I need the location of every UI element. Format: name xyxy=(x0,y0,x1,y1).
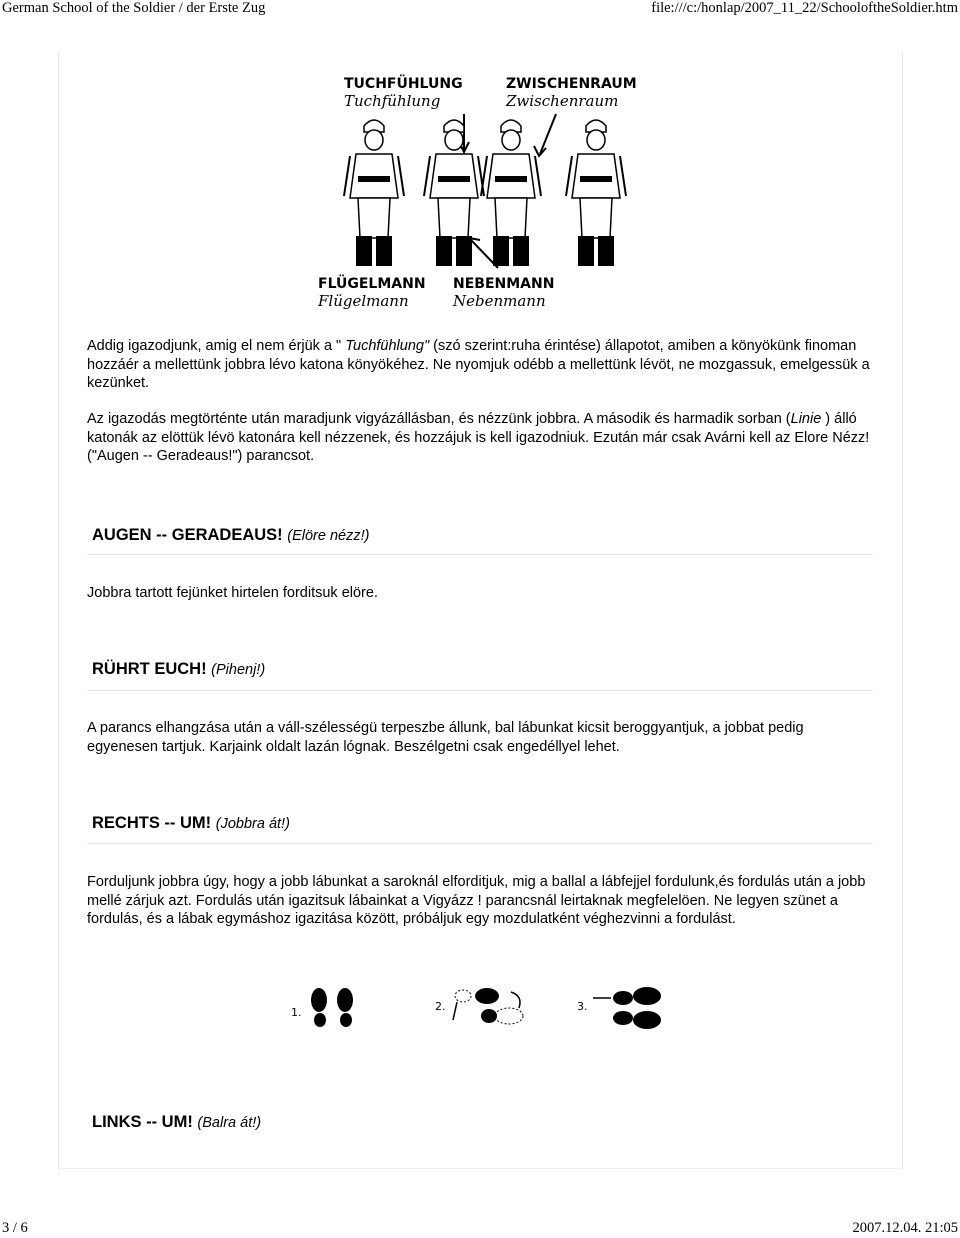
label-tuchfuehlung-script: Tuchfühlung xyxy=(344,92,441,110)
page-counter: 3 / 6 xyxy=(2,1220,28,1236)
heading-main: RECHTS -- UM! xyxy=(92,814,212,832)
step-label-2: 2. xyxy=(435,1000,446,1013)
print-footer xyxy=(0,1220,960,1238)
term-linie: Linie xyxy=(790,411,822,427)
label-zwischenraum-script: Zwischenraum xyxy=(506,92,619,110)
heading-ruehrt-euch xyxy=(92,660,265,679)
soldier-1 xyxy=(344,120,404,266)
paragraph-eyes-front xyxy=(87,584,877,603)
label-fluegelmann-print: FLÜGELMANN xyxy=(318,276,426,292)
right-face-steps-illustration xyxy=(285,982,665,1042)
divider xyxy=(87,690,873,691)
paragraph-right-face xyxy=(87,873,877,929)
step-3-feet xyxy=(593,987,661,1029)
label-tuchfuehlung-print: TUCHFÜHLUNG xyxy=(344,76,463,92)
divider xyxy=(87,843,873,844)
label-fluegelmann-script: Flügelmann xyxy=(318,292,409,310)
document-url: file:///c:/honlap/2007_11_22/SchooloftheSoldier.htm xyxy=(651,0,958,16)
label-zwischenraum-print: ZWISCHENRAUM xyxy=(506,76,637,92)
heading-main: RÜHRT EUCH! xyxy=(92,660,207,678)
heading-main: AUGEN -- GERADEAUS! xyxy=(92,526,283,544)
step-label-1: 1. xyxy=(291,1006,302,1019)
heading-translation: (Elöre nézz!) xyxy=(287,528,370,544)
divider xyxy=(87,554,873,555)
paragraph-text: Forduljunk jobbra úgy, hogy a jobb lábunkat a saroknál elforditjuk, mig a ballal a lábfejjel fordulunk,és fordulás után a jobb mellé zárjuk azt. Fordulás után igazitsuk lábainkat a Vigyázz ! parancsnál leirtaknak megfelelöen. Ne legyen szünet a fordulás, és a lábak egymáshoz igazitása között, próbáljuk egy mozdulatként véghezvinni a fordulást. xyxy=(87,874,866,927)
heading-links-um xyxy=(92,1113,261,1132)
paragraph-at-ease xyxy=(87,719,877,756)
soldier-4 xyxy=(566,120,626,266)
soldiers-alignment-illustration xyxy=(318,72,648,322)
heading-main: LINKS -- UM! xyxy=(92,1113,193,1131)
step-label-3: 3. xyxy=(577,1000,588,1013)
paragraph-text: (szó szerint:ruha érintése) állapotot, amiben a könyökünk finoman hozzáér a mellettünk jobbra lévo katona könyökéhez. Ne nyomjuk odébb a mellettünk lévöt, ne mozgassuk, emelgessük a kezünket. xyxy=(87,338,870,391)
step-2-feet xyxy=(453,988,523,1024)
term-tuchfuehlung: Tuchfühlung" xyxy=(345,338,430,354)
heading-translation: (Pihenj!) xyxy=(211,662,266,678)
paragraph-text: Jobbra tartott fejünket hirtelen forditsuk elöre. xyxy=(87,585,378,601)
content-bottom-edge xyxy=(60,1168,900,1169)
heading-rechts-um xyxy=(92,814,290,833)
print-datetime: 2007.12.04. 21:05 xyxy=(852,1220,958,1236)
soldier-3 xyxy=(481,120,541,266)
paragraph-text: A parancs elhangzása után a váll-szélességü terpeszbe állunk, bal lábunkat kicsit beroggyantjuk, a jobbat pedig egyenesen tartjuk. Karjaink oldalt lazán lógnak. Beszélgetni csak engedéllyel lehet. xyxy=(87,720,804,755)
label-nebenmann-script: Nebenmann xyxy=(453,292,546,310)
paragraph-tuchfuehlung xyxy=(87,337,877,393)
heading-translation: (Jobbra át!) xyxy=(215,816,290,832)
paragraph-text: Addig igazodjunk, amig el nem érjük a " xyxy=(87,338,346,354)
label-nebenmann-print: NEBENMANN xyxy=(453,276,555,292)
paragraph-text: ) álló katonák az elöttük lévö katonára kell nézzenek, és hozzájuk is kell igazodniuk. Ezután már csak Avárni kell az Elore Nézz! ("Augen -- Geradeaus!") parancsot. xyxy=(87,411,870,464)
document-title: German School of the Soldier / der Erste Zug xyxy=(2,0,266,16)
paragraph-alignment xyxy=(87,410,877,466)
print-header xyxy=(0,0,960,20)
heading-augen-geradeaus xyxy=(92,526,369,545)
paragraph-text: Az igazodás megtörténte után maradjunk vigyázállásban, és nézzünk jobbra. A második és harmadik sorban ( xyxy=(87,411,791,427)
soldier-figures xyxy=(344,120,626,266)
heading-translation: (Balra át!) xyxy=(197,1115,262,1131)
step-1-feet xyxy=(311,988,353,1027)
